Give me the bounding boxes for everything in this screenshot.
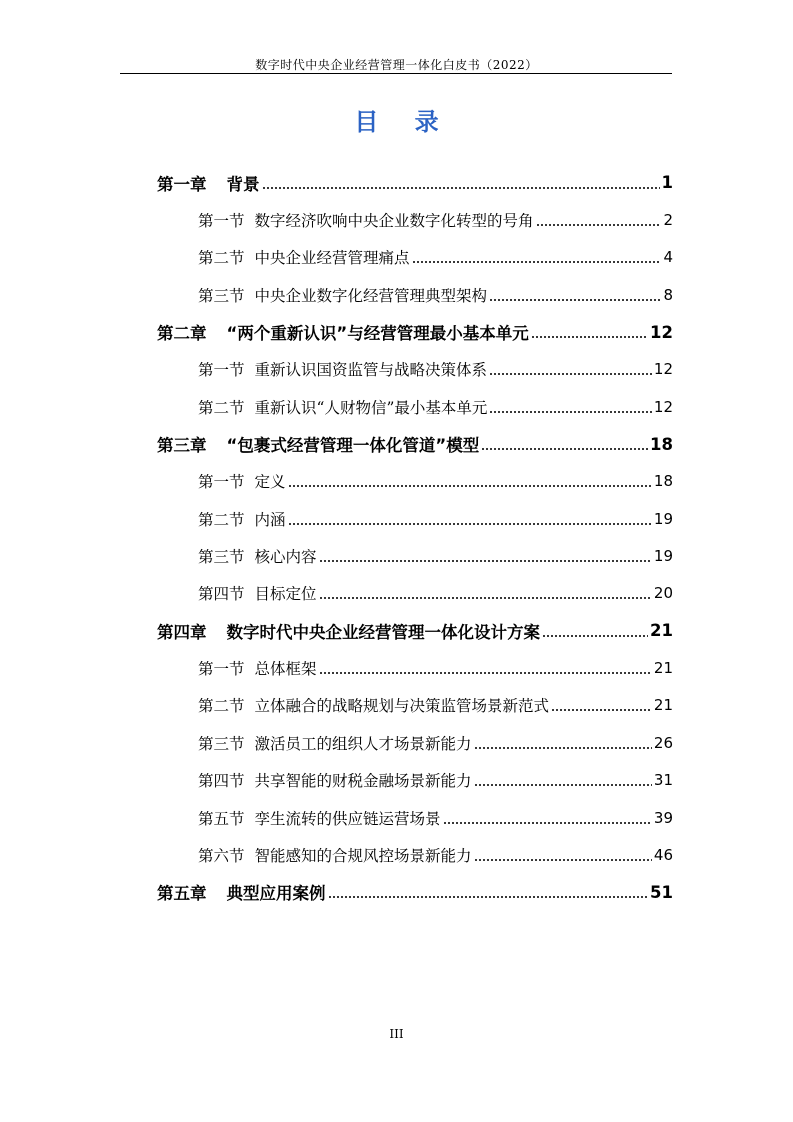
page-ref: 39 (653, 808, 673, 827)
section-label: 第一节 (198, 473, 245, 492)
dot-leader (531, 336, 648, 338)
section-title: 目标定位 (254, 585, 317, 604)
page-ref: 51 (650, 882, 673, 902)
toc-section-entry[interactable] (157, 836, 673, 873)
dot-leader (319, 672, 652, 674)
section-title: 共享智能的财税金融场景新能力 (254, 772, 472, 791)
dot-leader (319, 597, 652, 599)
chapter-label: 第五章 (157, 884, 207, 904)
toc-chapter-entry[interactable] (157, 164, 673, 201)
page-ref: 21 (653, 696, 673, 715)
dot-leader (542, 635, 648, 637)
section-title: 中央企业数字化经营管理典型架构 (254, 286, 488, 305)
section-label: 第三节 (198, 734, 245, 753)
section-label: 第四节 (198, 772, 245, 791)
toc-section-entry[interactable] (157, 799, 673, 836)
page-ref: 21 (653, 659, 673, 678)
page-ref: 21 (650, 621, 673, 641)
page-ref: 26 (653, 733, 673, 752)
toc-section-entry[interactable] (157, 649, 673, 686)
dot-leader (328, 896, 649, 898)
dot-leader (262, 187, 660, 189)
toc-section-entry[interactable] (157, 388, 673, 425)
chapter-label: 第三章 (157, 436, 207, 456)
section-title: 数字经济吹响中央企业数字化转型的号角 (254, 212, 534, 231)
dot-leader (412, 261, 662, 263)
section-label: 第一节 (198, 361, 245, 380)
toc-section-entry[interactable] (157, 239, 673, 276)
section-title: 激活员工的组织人才场景新能力 (254, 734, 472, 753)
toc-chapter-entry[interactable] (157, 874, 673, 911)
page-ref: 20 (653, 584, 673, 603)
section-label: 第二节 (198, 510, 245, 529)
section-title: 总体框架 (254, 660, 317, 679)
page-ref: 2 (663, 211, 673, 230)
dot-leader (481, 448, 648, 450)
chapter-title: “包裹式经营管理一体化管道”模型 (226, 436, 480, 456)
dot-leader (443, 822, 652, 824)
section-title: 核心内容 (254, 548, 317, 567)
table-of-contents (157, 164, 673, 911)
chapter-title: 典型应用案例 (226, 884, 326, 904)
page-ref: 12 (650, 322, 673, 342)
section-label: 第二节 (198, 249, 245, 268)
dot-leader (489, 411, 652, 413)
dot-leader (319, 560, 652, 562)
page-ref: 19 (653, 547, 673, 566)
section-title: 内涵 (254, 510, 286, 529)
header-rule (120, 73, 672, 74)
chapter-label: 第一章 (157, 174, 207, 194)
toc-chapter-entry[interactable] (157, 612, 673, 649)
section-title: 重新认识国资监管与战略决策体系 (254, 361, 488, 380)
page-ref: 19 (653, 509, 673, 528)
section-title: 定义 (254, 473, 286, 492)
dot-leader (489, 299, 661, 301)
toc-section-entry[interactable] (157, 276, 673, 313)
page-ref: 4 (663, 248, 673, 267)
running-header: 数字时代中央企业经营管理一体化白皮书（2022） (255, 58, 538, 72)
section-label: 第三节 (198, 548, 245, 567)
section-title: 中央企业经营管理痛点 (254, 249, 410, 268)
toc-chapter-entry[interactable] (157, 313, 673, 350)
page-ref: 8 (663, 285, 673, 304)
dot-leader (551, 709, 652, 711)
section-label: 第一节 (198, 212, 245, 231)
page-ref: 18 (653, 472, 673, 491)
dot-leader (474, 784, 652, 786)
dot-leader (474, 747, 652, 749)
toc-title: 目 录 (354, 108, 453, 136)
section-label: 第一节 (198, 660, 245, 679)
chapter-label: 第二章 (157, 324, 207, 344)
section-label: 第二节 (198, 398, 245, 417)
dot-leader (489, 373, 652, 375)
dot-leader (288, 485, 652, 487)
toc-section-entry[interactable] (157, 500, 673, 537)
toc-section-entry[interactable] (157, 537, 673, 574)
page-ref: 12 (653, 360, 673, 379)
section-label: 第六节 (198, 846, 245, 865)
page-ref: 18 (650, 434, 673, 454)
section-label: 第二节 (198, 697, 245, 716)
dot-leader (536, 224, 662, 226)
chapter-title: “两个重新认识”与经营管理最小基本单元 (226, 324, 529, 344)
toc-section-entry[interactable] (157, 762, 673, 799)
section-title: 孪生流转的供应链运营场景 (254, 809, 441, 828)
section-label: 第三节 (198, 286, 245, 305)
page-ref: 46 (653, 845, 673, 864)
toc-section-entry[interactable] (157, 351, 673, 388)
section-label: 第五节 (198, 809, 245, 828)
chapter-label: 第四章 (157, 622, 207, 642)
toc-section-entry[interactable] (157, 201, 673, 238)
page-ref: 31 (653, 771, 673, 790)
chapter-title: 背景 (226, 174, 260, 194)
toc-section-entry[interactable] (157, 575, 673, 612)
toc-chapter-entry[interactable] (157, 425, 673, 462)
section-title: 智能感知的合规风控场景新能力 (254, 846, 472, 865)
section-title: 立体融合的战略规划与决策监管场景新范式 (254, 697, 550, 716)
toc-section-entry[interactable] (157, 724, 673, 761)
page-number: III (389, 1027, 404, 1041)
section-title: 重新认识“人财物信”最小基本单元 (254, 398, 488, 417)
dot-leader (474, 859, 652, 861)
page-ref: 12 (653, 397, 673, 416)
section-label: 第四节 (198, 585, 245, 604)
page-ref: 1 (661, 173, 673, 193)
toc-section-entry[interactable] (157, 687, 673, 724)
chapter-title: 数字时代中央企业经营管理一体化设计方案 (226, 622, 540, 642)
dot-leader (288, 523, 652, 525)
toc-section-entry[interactable] (157, 463, 673, 500)
